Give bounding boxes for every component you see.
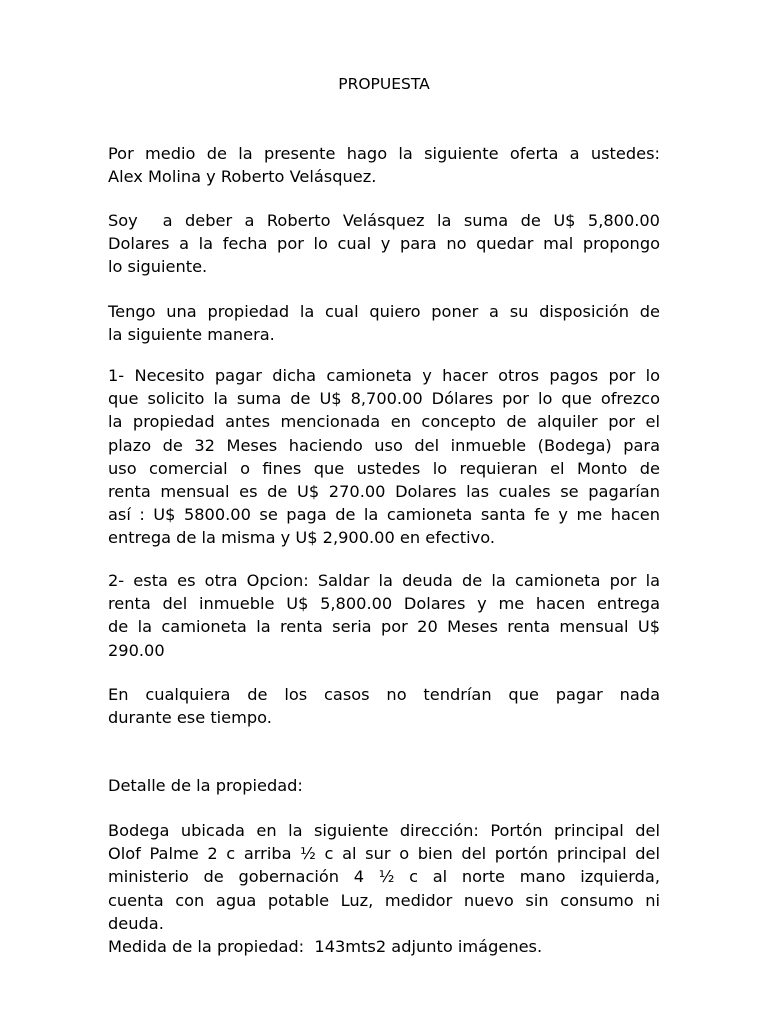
text-line: uso comercial o fines que ustedes lo requieran el Monto de <box>108 458 660 478</box>
text-line: Bodega ubicada en la siguiente dirección: Portón principal del <box>108 821 660 840</box>
paragraph-location <box>108 819 660 958</box>
paragraph-debt <box>108 209 660 279</box>
text-line: lo siguiente. <box>108 257 208 277</box>
text-line: En cualquiera de los casos no tendrían que pagar nada <box>108 685 660 704</box>
text-line: de la camioneta la renta seria por 20 Meses renta mensual U$ <box>108 617 660 637</box>
text-line: cuenta con agua potable Luz, medidor nuevo sin consumo ni <box>108 890 660 910</box>
text-line: 2- esta es otra Opcion: Saldar la deuda de la camioneta por la <box>108 571 660 590</box>
paragraph-option-1 <box>108 364 660 550</box>
text-line: 290.00 <box>108 640 165 660</box>
text-line: así : U$ 5800.00 se paga de la camioneta santa fe y me hacen <box>108 505 660 525</box>
text-line: la propiedad antes mencionada en concepto de alquiler por el <box>108 412 660 432</box>
paragraph-closing <box>108 683 660 729</box>
text-line: entrega de la misma y U$ 2,900.00 en efectivo. <box>108 528 495 548</box>
text-line: Dolares a la fecha por lo cual y para no quedar mal propongo <box>108 234 660 254</box>
text-line: Alex Molina y Roberto Velásquez. <box>108 167 377 187</box>
paragraph-intro <box>108 142 660 188</box>
text-line: renta mensual es de U$ 270.00 Dolares las cuales se pagarían <box>108 482 660 502</box>
text-line: que solicito la suma de U$ 8,700.00 Dólares por lo que ofrezco <box>108 389 660 409</box>
text-line: Por medio de la presente hago la siguiente oferta a ustedes: <box>108 144 660 163</box>
text-line: Tengo una propiedad la cual quiero poner a su disposición de <box>108 302 660 321</box>
text-line: 1- Necesito pagar dicha camioneta y hacer otros pagos por lo <box>108 366 660 385</box>
text-line: ministerio de gobernación 4 ½ c al norte mano izquierda, <box>108 867 660 887</box>
text-line: la siguiente manera. <box>108 325 275 345</box>
text-line: Detalle de la propiedad: <box>108 776 303 795</box>
text-line: renta del inmueble U$ 5,800.00 Dolares y me hacen entrega <box>108 594 660 614</box>
text-line: Medida de la propiedad: 143mts2 adjunto imágenes. <box>108 937 543 957</box>
text-line: Olof Palme 2 c arriba ½ c al sur o bien del portón principal del <box>108 844 660 864</box>
document-title: PROPUESTA <box>338 75 430 93</box>
text-line: Soy a deber a Roberto Velásquez la suma de U$ 5,800.00 <box>108 211 660 230</box>
paragraph-property-offer <box>108 300 660 346</box>
paragraph-option-2 <box>108 569 660 662</box>
text-line: deuda. <box>108 913 164 933</box>
text-line: plazo de 32 Meses haciendo uso del inmueble (Bodega) para <box>108 435 660 455</box>
text-line: durante ese tiempo. <box>108 708 272 728</box>
detail-heading <box>108 774 660 797</box>
